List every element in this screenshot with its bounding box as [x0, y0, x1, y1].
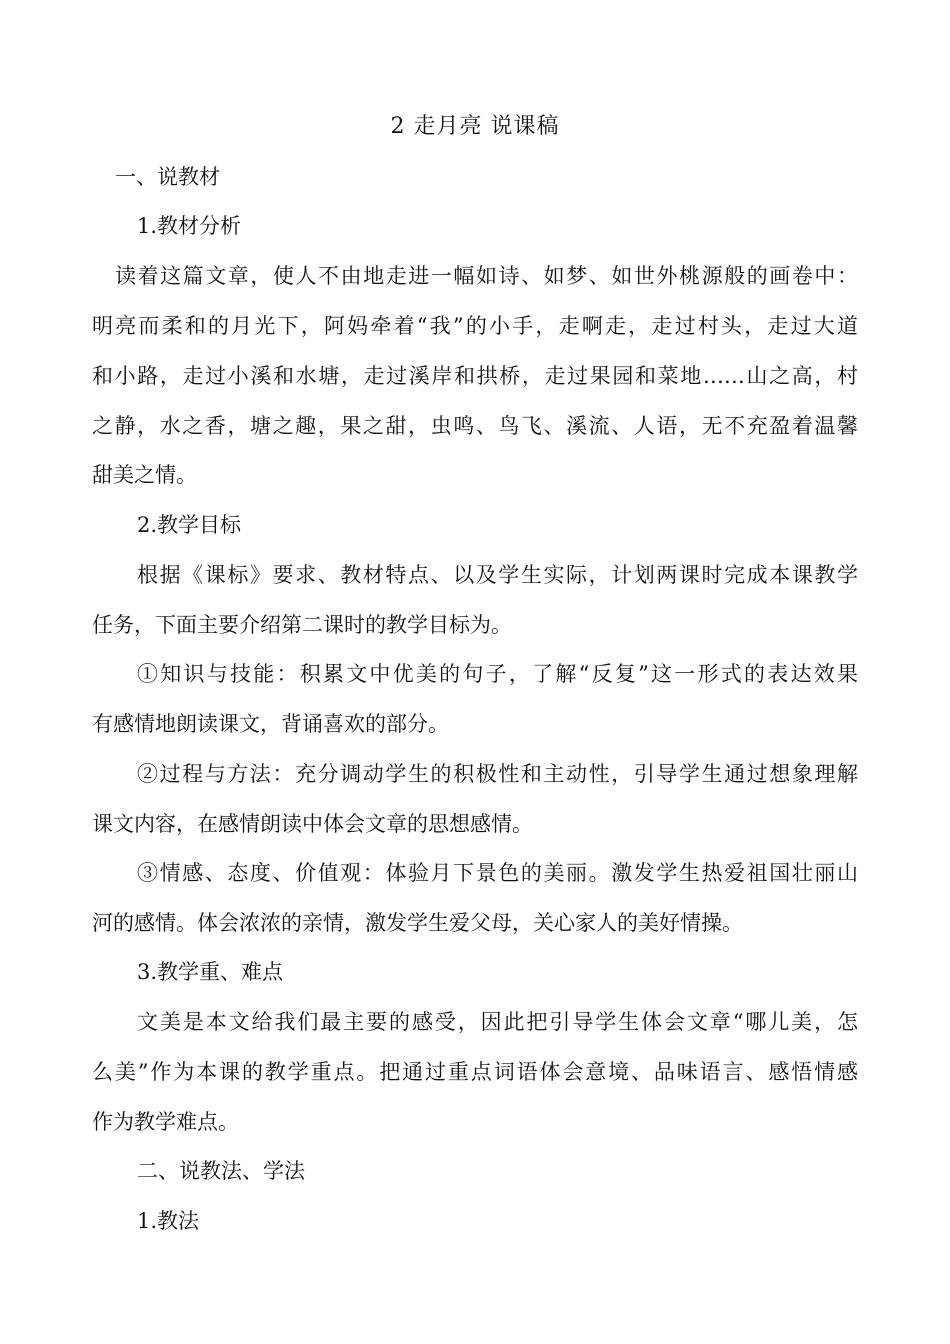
paragraph-line: 么美”作为本课的教学重点。把通过重点词语体会意境、品味语言、感悟情感	[92, 1060, 858, 1084]
paragraph-line: 课文内容，在感情朗读中体会文章的思想感情。	[92, 812, 533, 836]
paragraph-line: 任务，下面主要介绍第二课时的教学目标为。	[92, 613, 512, 637]
paragraph-line: 甜美之情。	[92, 463, 197, 487]
paragraph-line: 和小路，走过小溪和水塘，走过溪岸和拱桥，走过果园和菜地……山之高，村	[92, 364, 858, 388]
paragraph-line: 文美是本文给我们最主要的感受，因此把引导学生体会文章“哪儿美，怎	[137, 1010, 858, 1034]
subsection-heading: 3.教学重、难点	[137, 960, 284, 984]
paragraph-line: 有感情地朗读课文，背诵喜欢的部分。	[92, 712, 449, 736]
paragraph-line: 读着这篇文章，使人不由地走进一幅如诗、如梦、如世外桃源般的画卷中：	[115, 264, 858, 288]
subsection-heading: 1.教法	[137, 1209, 200, 1233]
paragraph-line: 河的感情。体会浓浓的亲情，激发学生爱父母，关心家人的美好情操。	[92, 911, 743, 935]
paragraph-line: ①知识与技能：积累文中优美的句子，了解“反复”这一形式的表达效果	[137, 662, 858, 686]
document-title: 2 走月亮 说课稿	[390, 114, 560, 139]
paragraph-line: ②过程与方法：充分调动学生的积极性和主动性，引导学生通过想象理解	[137, 762, 858, 786]
paragraph-line: 根据《课标》要求、教材特点、以及学生实际，计划两课时完成本课教学	[137, 563, 858, 587]
paragraph-line: 作为教学难点。	[92, 1110, 239, 1134]
paragraph-line: 之静，水之香，塘之趣，果之甜，虫鸣、鸟飞、溪流、人语，无不充盈着温馨	[92, 414, 858, 438]
subsection-heading: 2.教学目标	[137, 513, 242, 537]
subsection-heading: 1.教材分析	[137, 214, 242, 238]
paragraph-line: ③情感、态度、价值观：体验月下景色的美丽。激发学生热爱祖国壮丽山	[137, 861, 858, 885]
paragraph-line: 明亮而柔和的月光下，阿妈牵着“我”的小手，走啊走，走过村头，走过大道	[92, 314, 858, 338]
section-heading-2: 二、说教法、学法	[137, 1159, 305, 1183]
section-heading-1: 一、说教材	[115, 165, 220, 189]
